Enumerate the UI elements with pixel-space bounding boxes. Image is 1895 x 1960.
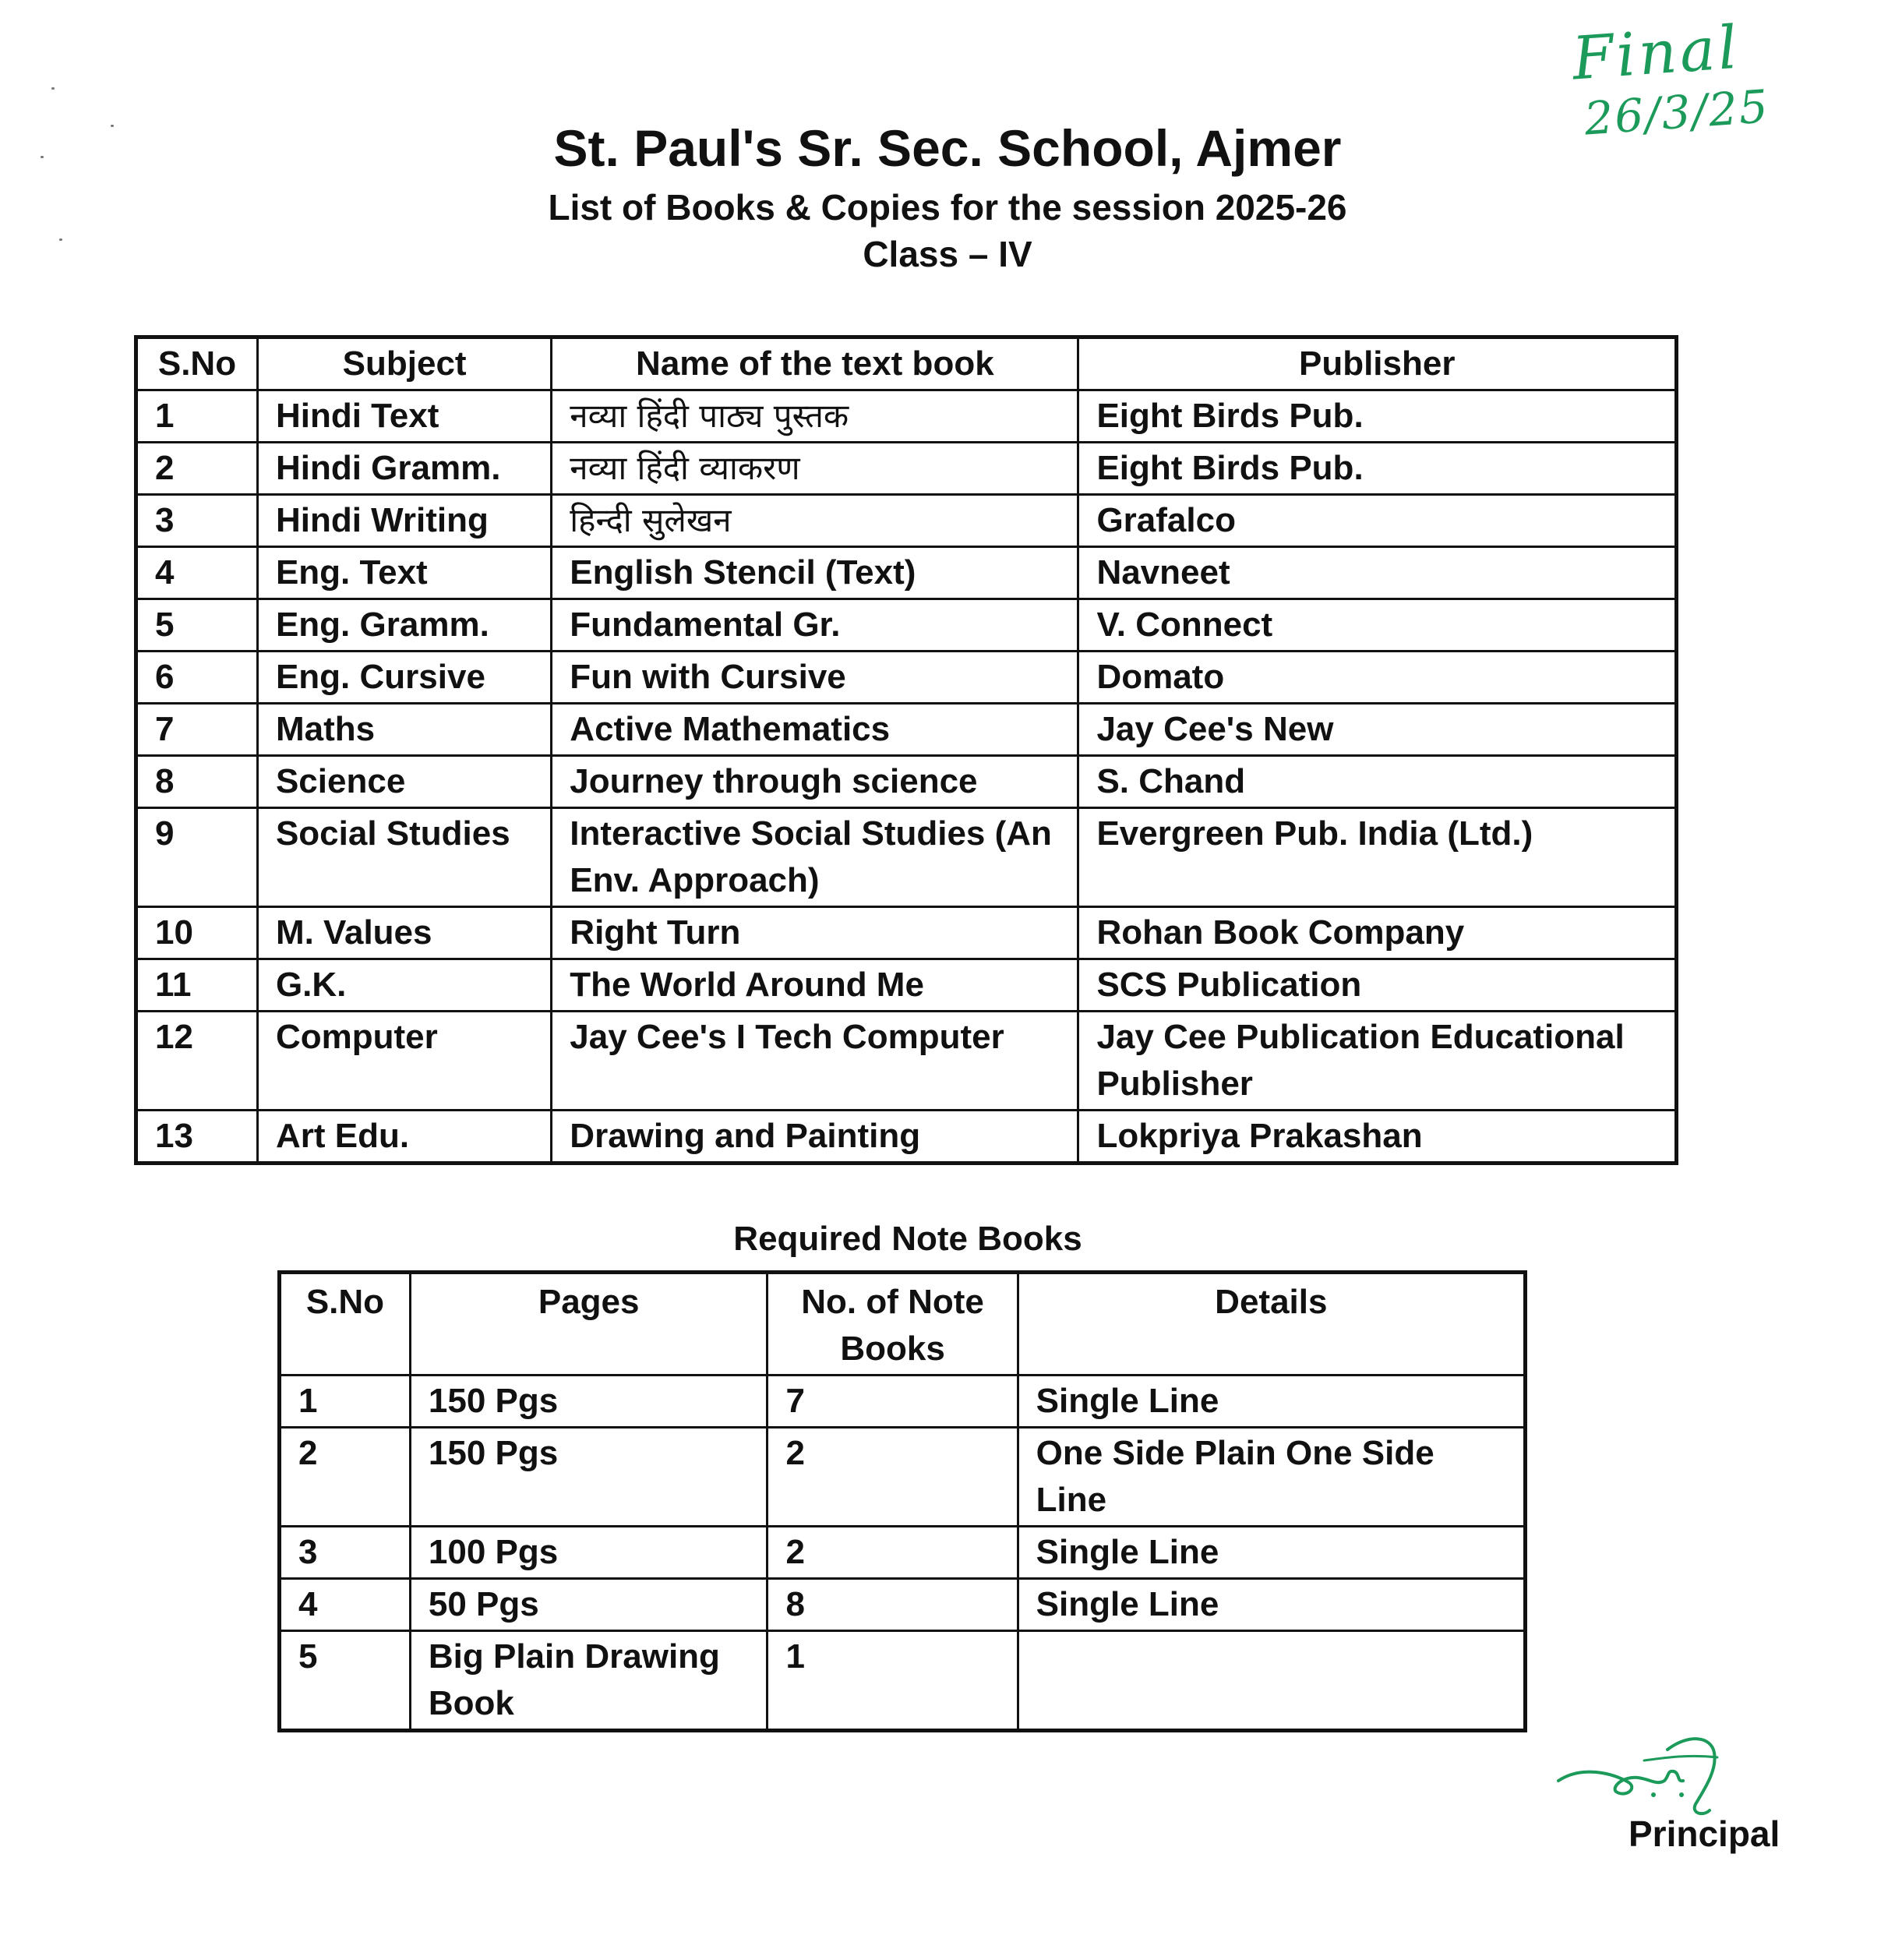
cell-sno: 5 [280,1631,411,1731]
table-row [280,1527,1526,1579]
document-header [0,117,1895,276]
handwritten-note-word: Final [1569,12,1743,94]
cell-subject: Hindi Gramm. [257,443,551,495]
cell-subject: Maths [257,704,551,756]
cell-sno: 3 [280,1527,411,1579]
cell-book: नव्या हिंदी पाठ्य पुस्तक [552,390,1078,443]
table-row [280,1631,1526,1731]
column-header-sno: S.No [136,337,258,390]
cell-publisher: Jay Cee Publication Educational Publisher [1078,1012,1677,1111]
cell-count: 8 [768,1579,1018,1631]
cell-count: 2 [768,1428,1018,1527]
cell-sno: 4 [280,1579,411,1631]
cell-sno: 3 [136,495,258,547]
cell-publisher: Domato [1078,652,1677,704]
cell-sno: 8 [136,756,258,808]
cell-count: 2 [768,1527,1018,1579]
cell-sno: 5 [136,599,258,652]
table-row [136,390,1677,443]
cell-pages: 150 Pgs [410,1376,768,1428]
cell-publisher: Navneet [1078,547,1677,599]
cell-book: Drawing and Painting [552,1111,1078,1164]
column-header-text-book: Name of the text book [552,337,1078,390]
table-row [136,959,1677,1012]
cell-details [1018,1631,1525,1731]
cell-publisher: Eight Birds Pub. [1078,443,1677,495]
table-row [136,599,1677,652]
cell-details: Single Line [1018,1527,1525,1579]
cell-book: नव्या हिंदी व्याकरण [552,443,1078,495]
cell-book: Interactive Social Studies (An Env. Approach) [552,808,1078,907]
cell-publisher: Jay Cee's New [1078,704,1677,756]
principal-signature [1551,1726,1745,1820]
cell-book: Journey through science [552,756,1078,808]
cell-sno: 6 [136,652,258,704]
cell-pages: 150 Pgs [410,1428,768,1527]
cell-book: Right Turn [552,907,1078,959]
table-row [136,756,1677,808]
column-header-sno: S.No [280,1273,411,1376]
cell-subject: Eng. Gramm. [257,599,551,652]
scan-speck [51,87,55,90]
cell-count: 7 [768,1376,1018,1428]
column-header-notebook-count: No. of Note Books [768,1273,1018,1376]
notebooks-table [277,1270,1527,1732]
principal-label: Principal [1629,1813,1780,1854]
cell-details: One Side Plain One Side Line [1018,1428,1525,1527]
table-row [136,1012,1677,1111]
cell-sno: 4 [136,547,258,599]
cell-publisher: S. Chand [1078,756,1677,808]
table-row [136,808,1677,907]
cell-sno: 10 [136,907,258,959]
column-header-details: Details [1018,1273,1525,1376]
class-label: Class – IV [863,234,1032,274]
column-header-publisher: Publisher [1078,337,1677,390]
cell-sno: 1 [280,1376,411,1428]
cell-subject: M. Values [257,907,551,959]
cell-subject: Hindi Writing [257,495,551,547]
cell-subject: Art Edu. [257,1111,551,1164]
table-row [136,495,1677,547]
cell-pages: Big Plain Drawing Book [410,1631,768,1731]
cell-pages: 100 Pgs [410,1527,768,1579]
cell-subject: Social Studies [257,808,551,907]
cell-book: The World Around Me [552,959,1078,1012]
cell-book: Fundamental Gr. [552,599,1078,652]
cell-subject: Science [257,756,551,808]
cell-publisher: Eight Birds Pub. [1078,390,1677,443]
cell-subject: Eng. Text [257,547,551,599]
cell-sno: 1 [136,390,258,443]
cell-sno: 2 [280,1428,411,1527]
cell-book: English Stencil (Text) [552,547,1078,599]
cell-publisher: Grafalco [1078,495,1677,547]
cell-details: Single Line [1018,1376,1525,1428]
cell-publisher: Rohan Book Company [1078,907,1677,959]
table-row [280,1579,1526,1631]
table-row [136,704,1677,756]
cell-sno: 7 [136,704,258,756]
table-row [280,1428,1526,1527]
cell-subject: G.K. [257,959,551,1012]
table-row [136,547,1677,599]
cell-sno: 9 [136,808,258,907]
table-row [136,652,1677,704]
cell-subject: Computer [257,1012,551,1111]
cell-details: Single Line [1018,1579,1525,1631]
cell-publisher: SCS Publication [1078,959,1677,1012]
cell-sno: 11 [136,959,258,1012]
column-header-pages: Pages [410,1273,768,1376]
cell-sno: 13 [136,1111,258,1164]
books-table-header-row [136,337,1677,390]
cell-book: Jay Cee's I Tech Computer [552,1012,1078,1111]
cell-publisher: Evergreen Pub. India (Ltd.) [1078,808,1677,907]
cell-book: Active Mathematics [552,704,1078,756]
cell-publisher: V. Connect [1078,599,1677,652]
table-row [136,907,1677,959]
books-table [134,335,1678,1165]
session-subtitle: List of Books & Copies for the session 2025-26 [548,187,1347,228]
notebooks-section-title: Required Note Books [733,1220,1082,1258]
table-row [136,443,1677,495]
table-row [280,1376,1526,1428]
cell-subject: Eng. Cursive [257,652,551,704]
notebooks-table-header-row [280,1273,1526,1376]
cell-subject: Hindi Text [257,390,551,443]
cell-book: Fun with Cursive [552,652,1078,704]
cell-sno: 2 [136,443,258,495]
cell-publisher: Lokpriya Prakashan [1078,1111,1677,1164]
cell-count: 1 [768,1631,1018,1731]
cell-pages: 50 Pgs [410,1579,768,1631]
handwritten-note-date: 26/3/25 [1583,79,1771,146]
school-name: St. Paul's Sr. Sec. School, Ajmer [553,119,1342,177]
cell-book: हिन्दी सुलेखन [552,495,1078,547]
table-row [136,1111,1677,1164]
cell-sno: 12 [136,1012,258,1111]
column-header-subject: Subject [257,337,551,390]
